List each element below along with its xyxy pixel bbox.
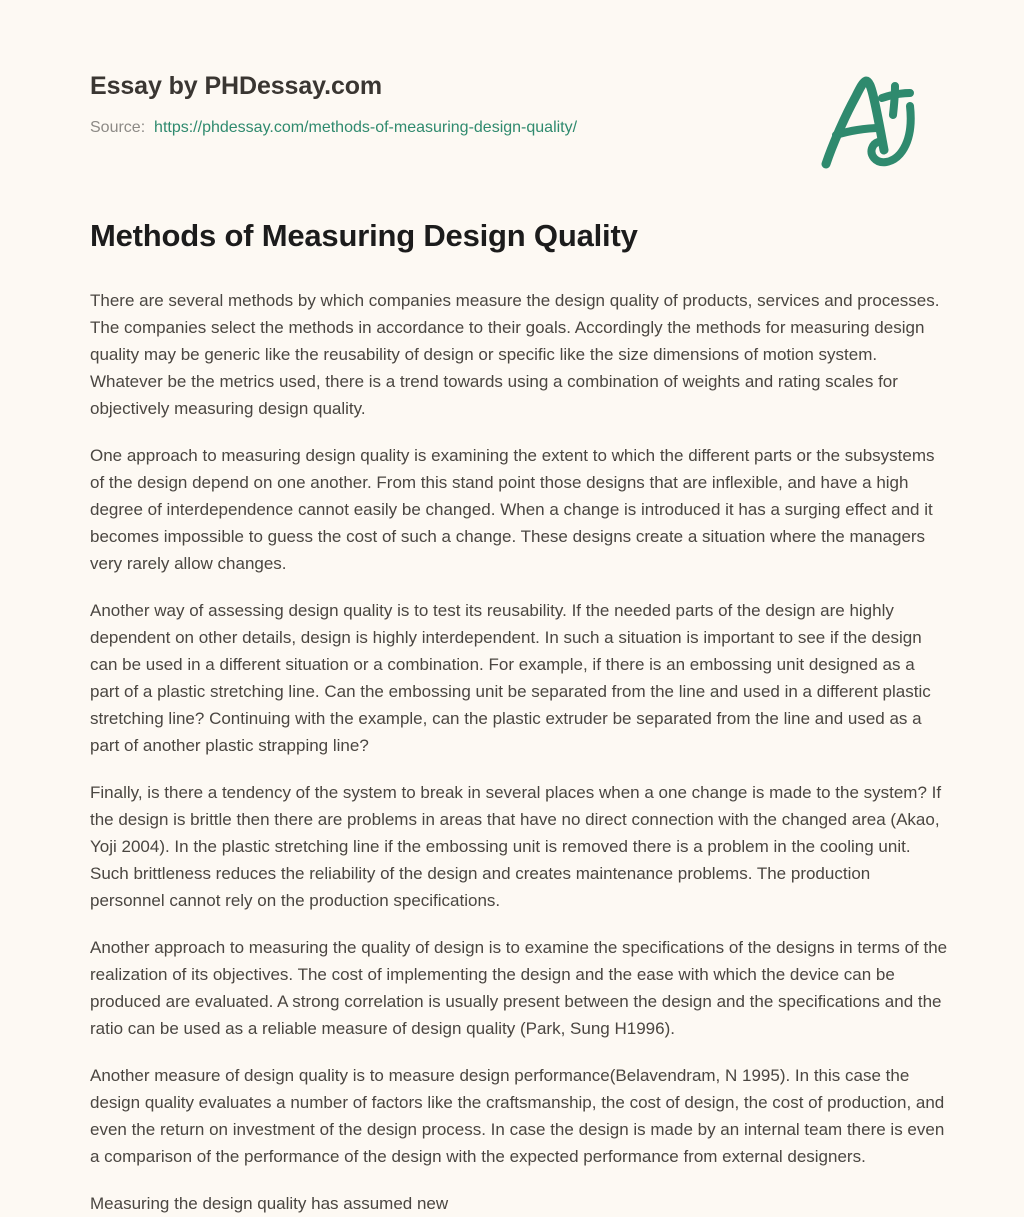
source-url-link[interactable]: https://phdessay.com/methods-of-measuring-design-quality/: [154, 119, 578, 136]
a-plus-logo-icon: [806, 62, 926, 174]
source-label: Source:: [90, 119, 146, 136]
article-paragraph: One approach to measuring design quality is examining the extent to which the different parts or the subsystems of the design depend on one another. From this stand point those designs that are inflexible, and have a high degree of interdependence cannot easily be changed. When a change is introduced it has a surging effect and it becomes impossible to guess the cost of such a change. These designs create a situation where the managers very rarely allow changes.: [90, 445, 935, 573]
source-line: [90, 119, 577, 137]
article-paragraph: Another approach to measuring the quality of design is to examine the specifications of the designs in terms of the realization of its objectives. The cost of implementing the design and the ease with which the device can be produced are evaluated. A strong correlation is usually present between the design and the specifications and the ratio can be used as a reliable measure of design quality (Park, Sung H1996).: [90, 937, 948, 1038]
article-paragraph: Another measure of design quality is to measure design performance(Belavendram, N 1995). In this case the design quality evaluates a number of factors like the craftsmanship, the cost of design, the cost of production, and even the return on investment of the design process. In case the design is made by an internal team there is even a comparison of the performance of the design with the expected performance from external designers.: [90, 1065, 945, 1166]
article-paragraph-truncated: Measuring the design quality has assumed new: [90, 1193, 449, 1213]
page-header: [0, 0, 1024, 190]
article-paragraph: Finally, is there a tendency of the system to break in several places when a one change is made to the system? If the design is brittle then there are problems in areas that have no direct connection with the changed area (Akao, Yoji 2004). In the plastic stretching line if the embossing unit is removed there is a problem in the cooling unit. Such brittleness reduces the reliability of the design and creates maintenance problems. The production personnel cannot rely on the production specifications.: [90, 782, 942, 910]
page-title: Methods of Measuring Design Quality: [90, 218, 638, 253]
article-paragraph: Another way of assessing design quality is to test its reusability. If the needed parts of the design are highly dependent on other details, design is highly interdependent. In such a situation is important to see if the design can be used in a different situation or a combination. For example, if there is an embossing unit designed as a part of a plastic stretching line. Can the embossing unit be separated from the line and used in a different plastic stretching line? Continuing with the example, can the plastic extruder be separated from the line and used as a part of another plastic strapping line?: [90, 600, 931, 755]
article-paragraph: There are several methods by which companies measure the design quality of products, services and processes. The companies select the methods in accordance to their goals. Accordingly the methods for measuring design quality may be generic like the reusability of design or specific like the size dimensions of motion system. Whatever be the metrics used, there is a trend towards using a combination of weights and rating scales for objectively measuring design quality.: [90, 290, 940, 418]
article-body: [90, 218, 952, 1217]
brand-title: Essay by PHDessay.com: [90, 72, 383, 100]
